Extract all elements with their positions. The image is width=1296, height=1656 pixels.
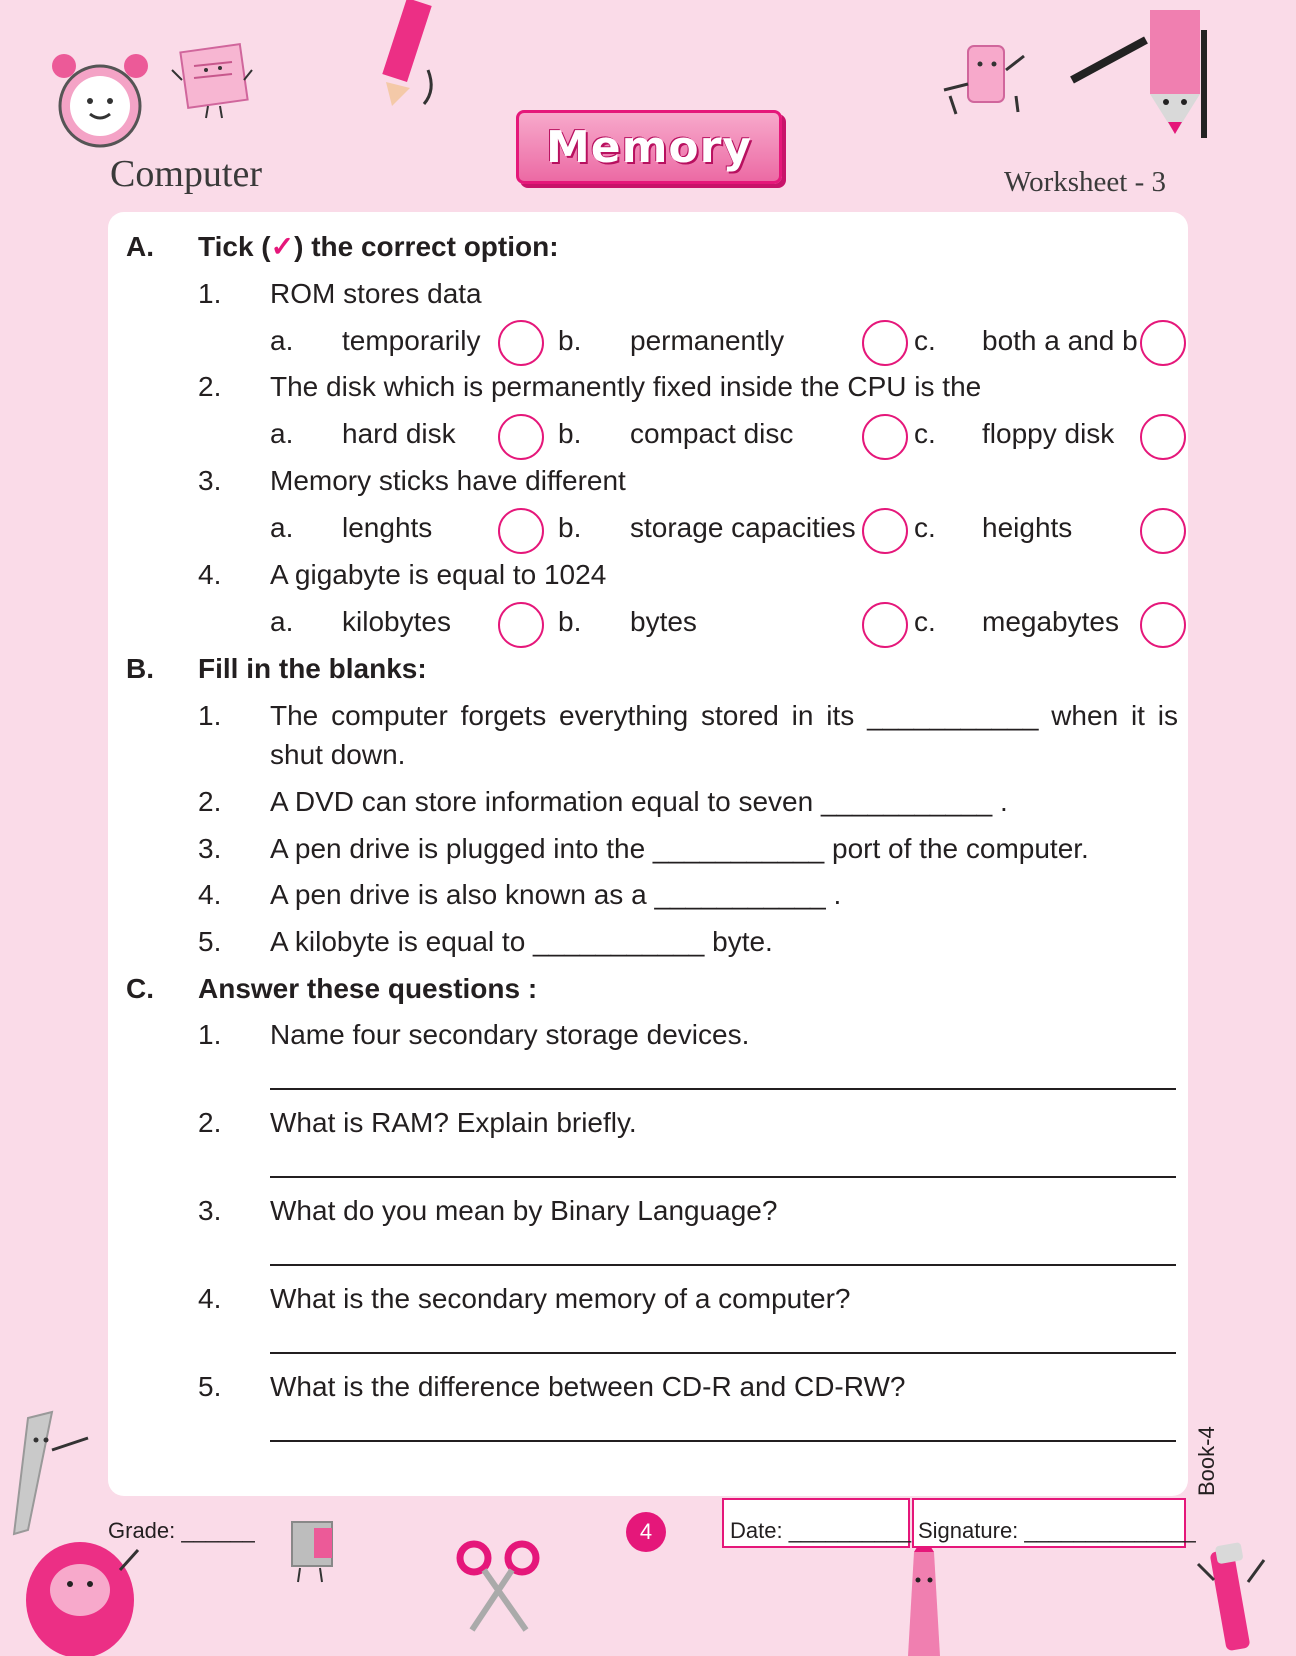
signature-field: Signature: ______________ (918, 1518, 1196, 1543)
question-number: 3. (198, 465, 222, 496)
answer-checkbox[interactable] (862, 508, 908, 554)
option-letter: c. (914, 325, 936, 356)
section-c-heading: Answer these questions : (198, 973, 538, 1004)
answer-checkbox[interactable] (862, 602, 908, 648)
blank-text: A kilobyte is equal to ___________ byte. (270, 926, 773, 957)
blank-number: 1. (198, 700, 222, 731)
small-pencil-illustration (884, 1546, 964, 1656)
answer-checkbox[interactable] (1140, 414, 1186, 460)
answer-line[interactable] (270, 1176, 1176, 1178)
section-b-letter: B. (126, 653, 154, 684)
answer-checkbox[interactable] (1140, 320, 1186, 366)
option-letter: a. (270, 512, 294, 543)
blank-text: A pen drive is also known as a ___________ . (270, 879, 842, 910)
question-number: 2. (198, 371, 222, 402)
signature-box[interactable] (912, 1498, 1196, 1548)
answer-checkbox[interactable] (862, 320, 908, 366)
section-a-heading (198, 230, 559, 264)
grade-field[interactable]: Grade: ______ (108, 1518, 255, 1543)
book-label: Book-4 (1194, 1426, 1219, 1496)
worksheet-number: Worksheet - 3 (1004, 166, 1166, 198)
answer-line[interactable] (270, 1088, 1176, 1090)
option-text: hard disk (342, 418, 456, 449)
answer-checkbox[interactable] (498, 602, 544, 648)
page-number: 4 (626, 1512, 666, 1552)
option-text: permanently (630, 325, 785, 356)
option-letter: a. (270, 325, 294, 356)
sharpener-illustration (284, 1518, 344, 1588)
option-text: megabytes (982, 606, 1119, 637)
answer-checkbox[interactable] (498, 320, 544, 366)
question-text: What is the secondary memory of a computer? (270, 1283, 851, 1314)
answer-checkbox[interactable] (862, 414, 908, 460)
option-letter: a. (270, 606, 294, 637)
option-text: floppy disk (982, 418, 1115, 449)
date-field: Date: __________ (730, 1518, 912, 1543)
option-text: storage capacities (630, 512, 856, 543)
blank-text: A DVD can store information equal to seven ___________ . (270, 786, 1008, 817)
question-number: 5. (198, 1371, 222, 1402)
question-text: What do you mean by Binary Language? (270, 1195, 778, 1226)
option-letter: b. (558, 418, 582, 449)
option-letter: b. (558, 606, 582, 637)
answer-line[interactable] (270, 1352, 1176, 1354)
option-text: bytes (630, 606, 697, 637)
heading-part: Tick ( (198, 231, 271, 262)
option-text: heights (982, 512, 1073, 543)
answer-checkbox[interactable] (1140, 602, 1186, 648)
section-a-letter: A. (126, 231, 154, 262)
big-pencil-illustration (1070, 10, 1210, 140)
question-text: The disk which is permanently fixed inside the CPU is the (270, 371, 982, 402)
question-text: Name four secondary storage devices. (270, 1019, 750, 1050)
question-number: 4. (198, 1283, 222, 1314)
option-text: kilobytes (342, 606, 451, 637)
heading-part: ) the correct option: (294, 231, 559, 262)
page-title: Memory (545, 121, 753, 173)
question-text: ROM stores data (270, 278, 482, 309)
pencil-illustration (380, 0, 440, 110)
question-number: 4. (198, 559, 222, 590)
question-number: 2. (198, 1107, 222, 1138)
answer-line[interactable] (270, 1440, 1176, 1442)
blank-text: The computer forgets everything stored in its ___________ when it is (270, 700, 1178, 731)
option-letter: c. (914, 606, 936, 637)
option-letter: a. (270, 418, 294, 449)
option-letter: c. (914, 512, 936, 543)
option-letter: b. (558, 512, 582, 543)
blank-text-continued: shut down. (270, 739, 406, 770)
question-number: 1. (198, 278, 222, 309)
option-letter: c. (914, 418, 936, 449)
subject-label: Computer (110, 153, 262, 195)
option-text: compact disc (630, 418, 794, 449)
date-box[interactable] (722, 1498, 910, 1548)
section-c-letter: C. (126, 973, 154, 1004)
blank-number: 5. (198, 926, 222, 957)
tick-icon: ✓ (270, 231, 295, 262)
notepad-illustration (170, 40, 260, 120)
option-text: both a and b (982, 325, 1138, 356)
blank-number: 4. (198, 879, 222, 910)
question-text: Memory sticks have different (270, 465, 626, 496)
option-text: temporarily (342, 325, 481, 356)
pen-illustration (1192, 1540, 1272, 1656)
question-number: 3. (198, 1195, 222, 1226)
question-number: 1. (198, 1019, 222, 1050)
answer-line[interactable] (270, 1264, 1176, 1266)
option-text: lenghts (342, 512, 433, 543)
answer-checkbox[interactable] (498, 508, 544, 554)
eraser-illustration (940, 40, 1030, 120)
blank-number: 3. (198, 833, 222, 864)
section-b-heading: Fill in the blanks: (198, 653, 427, 684)
option-letter: b. (558, 325, 582, 356)
answer-checkbox[interactable] (1140, 508, 1186, 554)
question-text: A gigabyte is equal to 1024 (270, 559, 607, 590)
title-banner (516, 110, 782, 184)
alarm-clock-illustration (50, 46, 150, 156)
question-text: What is the difference between CD-R and CD-RW? (270, 1371, 906, 1402)
answer-checkbox[interactable] (498, 414, 544, 460)
scissors-illustration (454, 1536, 544, 1636)
blank-number: 2. (198, 786, 222, 817)
blank-text: A pen drive is plugged into the ___________ port of the computer. (270, 833, 1089, 864)
question-text: What is RAM? Explain briefly. (270, 1107, 637, 1138)
